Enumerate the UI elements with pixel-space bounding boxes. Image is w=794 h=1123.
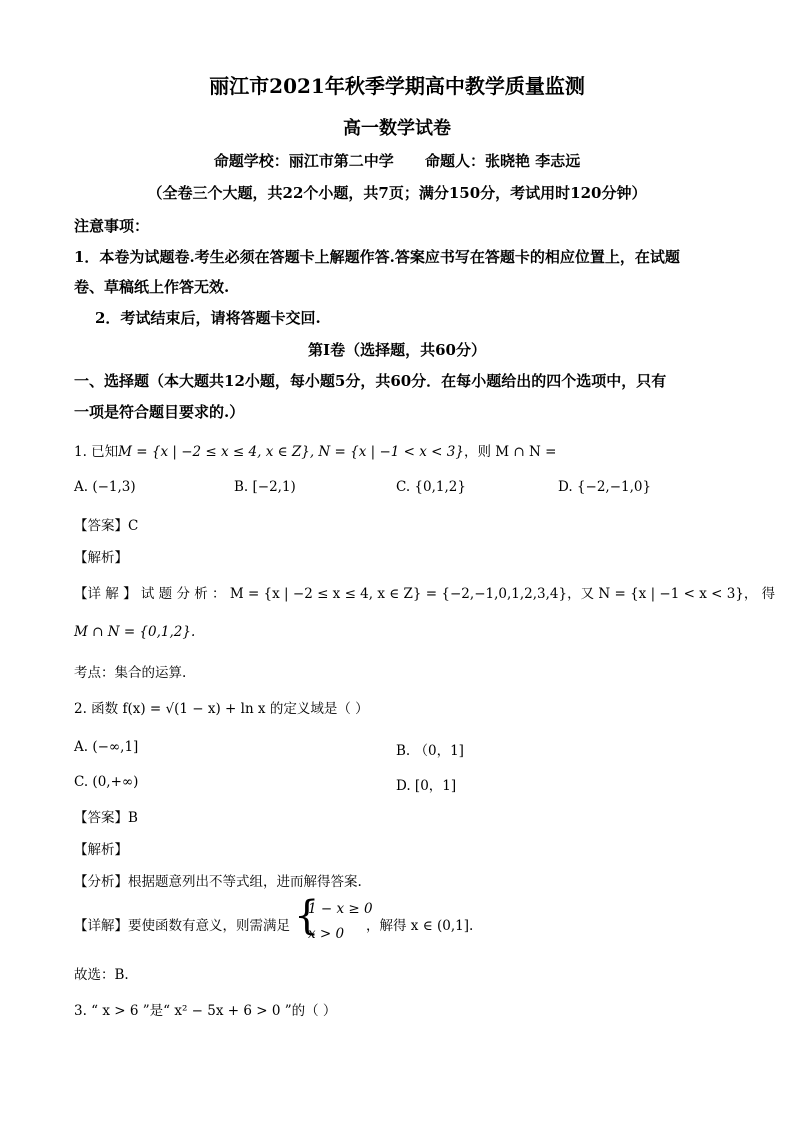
q2-option-d: D. [0，1] [396,778,457,794]
q1-stem-prefix: 1. 已知 [74,444,119,460]
q1-option-d: D. {−2,−1,0} [558,479,652,495]
q2-analysis-label: 【解析】 [74,842,128,858]
notes-item1-line1: 1．本卷为试题卷.考生必须在答题卡上解题作答.答案应书写在答题卡的相应位置上，在试题 [74,248,680,266]
q1-option-b: B. [−2,1) [234,479,296,495]
q1-detail-line1: 【详 解 】 试 题 分 析 ： M = {x | −2 ≤ x ≤ 4, x ∈ Z} = {−2,−1,0,1,2,3,4}，又 N = {x | −1 < x < 3}， 得 [74,586,776,602]
q2-option-a: A. (−∞,1] [74,739,139,755]
q1-stem-suffix: ，则 M ∩ N = [463,444,557,460]
q2-option-c: C. (0,+∞) [74,774,139,790]
q1-answer: 【答案】C [74,518,139,534]
q1-stem [74,440,556,460]
q2-choice: 故选：B. [74,967,129,983]
q2-detail-suffix: ，解得 x ∈ (0,1]. [366,918,474,934]
q1-option-c: C. {0,1,2} [396,479,466,495]
q1-detail-line2: M ∩ N = {0,1,2}. [74,624,196,640]
notes-item2: 2．考试结束后，请将答题卡交回. [95,309,321,327]
part1-heading: 第Ⅰ卷（选择题，共60分） [308,341,486,359]
q2-answer: 【答案】B [74,810,138,826]
q2-option-b: B. （0，1] [396,743,464,759]
q1-option-a: A. (−1,3) [74,479,136,495]
notes-item1-line2: 卷、草稿纸上作答无效. [74,278,230,296]
q1-point: 考点：集合的运算. [74,665,187,681]
section-heading-line1: 一、选择题（本大题共12小题，每小题5分，共60分．在每小题给出的四个选项中，只有 [74,372,667,390]
q1-stem-math: M = {x | −2 ≤ x ≤ 4, x ∈ Z}, N = {x | −1 < x < 3} [118,444,464,460]
notes-heading: 注意事项： [74,217,150,235]
exam-title: 丽江市2021年秋季学期高中教学质量监测 [209,74,585,98]
exam-subtitle: 高一数学试卷 [343,118,451,139]
q2-system-row1: 1 − x ≥ 0 [308,901,373,917]
q1-analysis-label: 【解析】 [74,550,128,566]
exam-info: （全卷三个大题，共22个小题，共7页；满分150分，考试用时120分钟） [147,184,647,202]
q3-stem: 3. “ x > 6 ”是“ x² − 5x + 6 > 0 ”的（ ） [74,1003,337,1019]
q2-stem: 2. 函数 f(x) = √(1 − x) + ln x 的定义域是（ ） [74,701,369,717]
left-brace: { [294,893,320,939]
q2-fenxi: 【分析】根据题意列出不等式组，进而解得答案. [74,874,362,890]
section-heading-line2: 一项是符合题目要求的.） [74,403,245,421]
exam-authors: 命题学校：丽江市第二中学 命题人：张晓艳 李志远 [213,152,581,170]
q2-system-row2: x > 0 [308,926,345,942]
q2-detail-prefix: 【详解】要使函数有意义，则需满足 [74,918,290,934]
